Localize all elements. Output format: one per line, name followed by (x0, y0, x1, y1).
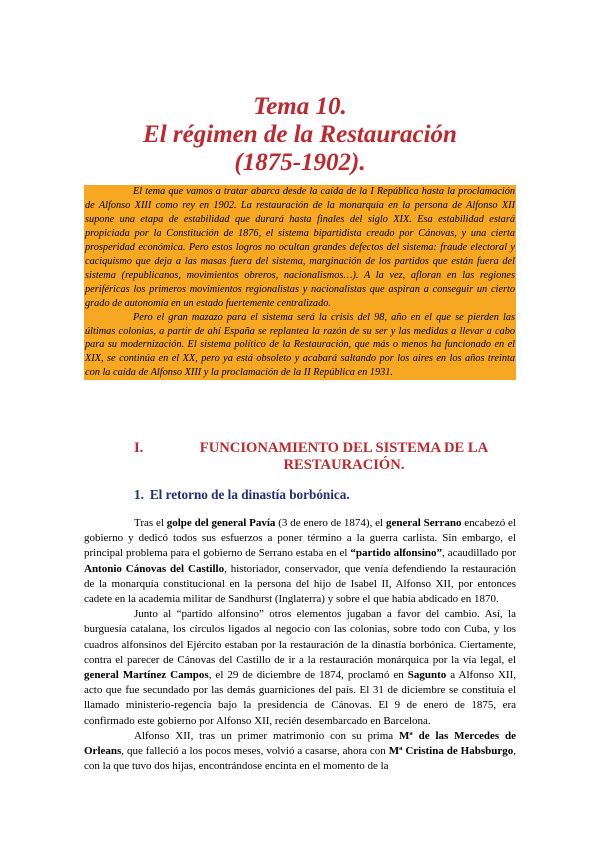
bold-text: “partido alfonsino” (350, 547, 442, 560)
text-run: Alfonso XII, tras un primer matrimonio con su prima (134, 729, 400, 742)
bold-text: general Martínez Campos (84, 669, 209, 682)
section-heading (134, 440, 514, 474)
text-run: encabezó el gobierno y dedicó todos sus esfuerzos a poner término a la guerra carlista. Sin embargo, el principal problema para el gobierno de Serrano estaba en el (84, 517, 516, 560)
subsection-heading (134, 487, 350, 503)
body-paragraph (84, 729, 516, 775)
bold-text: Antonio Cánovas del Castillo (84, 562, 225, 575)
title-line-3: (1875-1902). (234, 149, 366, 176)
bold-text: Mª Cristina de Habsburgo (388, 745, 514, 758)
subsection-title: El retorno de la dinastía borbónica. (149, 487, 350, 502)
body-paragraph (84, 607, 516, 729)
bold-text: golpe del general Pavía (166, 517, 276, 529)
text-run: a Alfonso XII, acto que fue secundado por las demás guarniciones del país. El 31 de diciembre se constituía el llamado ministerio-regencia bajo la presidencia de Cánovas. El 9 de enero de 1875, era confirmado este gobierno por Alfonso XII, recién desembarcado en Barcelona. (84, 669, 516, 727)
summary-paragraph-2: Pero el gran mazazo para el sistema será la crisis del 98, año en el que se pierden las últimas colonias, a partir de ahí España se replantea la razón de su ser y las medidas a llevar a cabo para su modernización. El sistema político de la Restauración, que más o menos ha funcionado en el XIX, se continúa en el XX, pero ya está obsoleto y acabará saltando por los aires en los años treinta con la caída de Alfonso XIII y la proclamación de la II República en 1931. (85, 311, 515, 379)
text-run: , historiador, conservador, que venía defendiendo la restauración de la monarquía constitucional en la persona del hijo de Isabel II, Alfonso XII, por entonces cadete en la academia militar de Sandhurst (Inglaterra) y sobre el que había abdicado en 1870. (84, 562, 516, 606)
body-paragraph (84, 516, 516, 607)
title-line-2: El régimen de la Restauración (143, 121, 457, 148)
subsection-number: 1. (134, 487, 144, 502)
text-run: , el 29 de diciembre de 1874, proclamó en (208, 669, 408, 682)
summary-box (84, 185, 516, 380)
text-run: (3 de enero de 1874), el (275, 517, 386, 529)
body-text (84, 516, 516, 774)
text-run: , que falleció a los pocos meses, volvió a casarse, ahora con (121, 745, 389, 758)
bold-text: Mª de las Mercedes de Orleans (84, 729, 516, 758)
section-number: I. (134, 440, 144, 456)
title-line-1: Tema 10. (253, 93, 347, 120)
text-run: Junto al “partido alfonsino” otros elementos jugaban a favor del cambio. Así, la burguesía catalana, los círculos ligados al negocio con las colonias, sobre todo con Cuba, y los cuadros alfonsinos del Ejército estaban por la restauración de la dinastía borbónica. Ciertamente, contra el parecer de Cánovas del Castillo de ir a la restauración monárquica por la vía legal, el (84, 608, 516, 666)
text-run: , con la que tuvo dos hijas, encontrándose encinta en el momento de la (84, 745, 516, 773)
section-title: FUNCIONAMIENTO DEL SISTEMA DE LA RESTAURACIÓN. (199, 440, 489, 473)
text-run: , acaudillado por (442, 547, 516, 560)
bold-text: Sagunto (407, 669, 447, 682)
text-run: Tras el (134, 517, 167, 529)
page-title (80, 93, 520, 177)
bold-text: general Serrano (385, 517, 462, 529)
summary-paragraph-1: El tema que vamos a tratar abarca desde la caída de la I República hasta la proclamación de Alfonso XIII como rey en 1902. La restauración de la monarquía en la persona de Alfonso XII supone una etapa de estabilidad que durará hasta finales del siglo XIX. Esa estabilidad estará propiciada por la Constitución de 1876, el sistema bipartidista creado por Cánovas, y una cierta prosperidad económica. Pero estos logros no ocultan grandes defectos del sistema: fraude electoral y caciquismo que deja a las masas fuera del sistema, marginación de los partidos que están fuera del sistema (republicanos, movimientos obreros, nacionalismos…). A la vez, afloran en las regiones periféricas los primeros movimientos regionalistas y nacionalistas que aspiran a conseguir un cierto grado de autonomía en un estado fuertemente centralizado. (85, 186, 515, 309)
